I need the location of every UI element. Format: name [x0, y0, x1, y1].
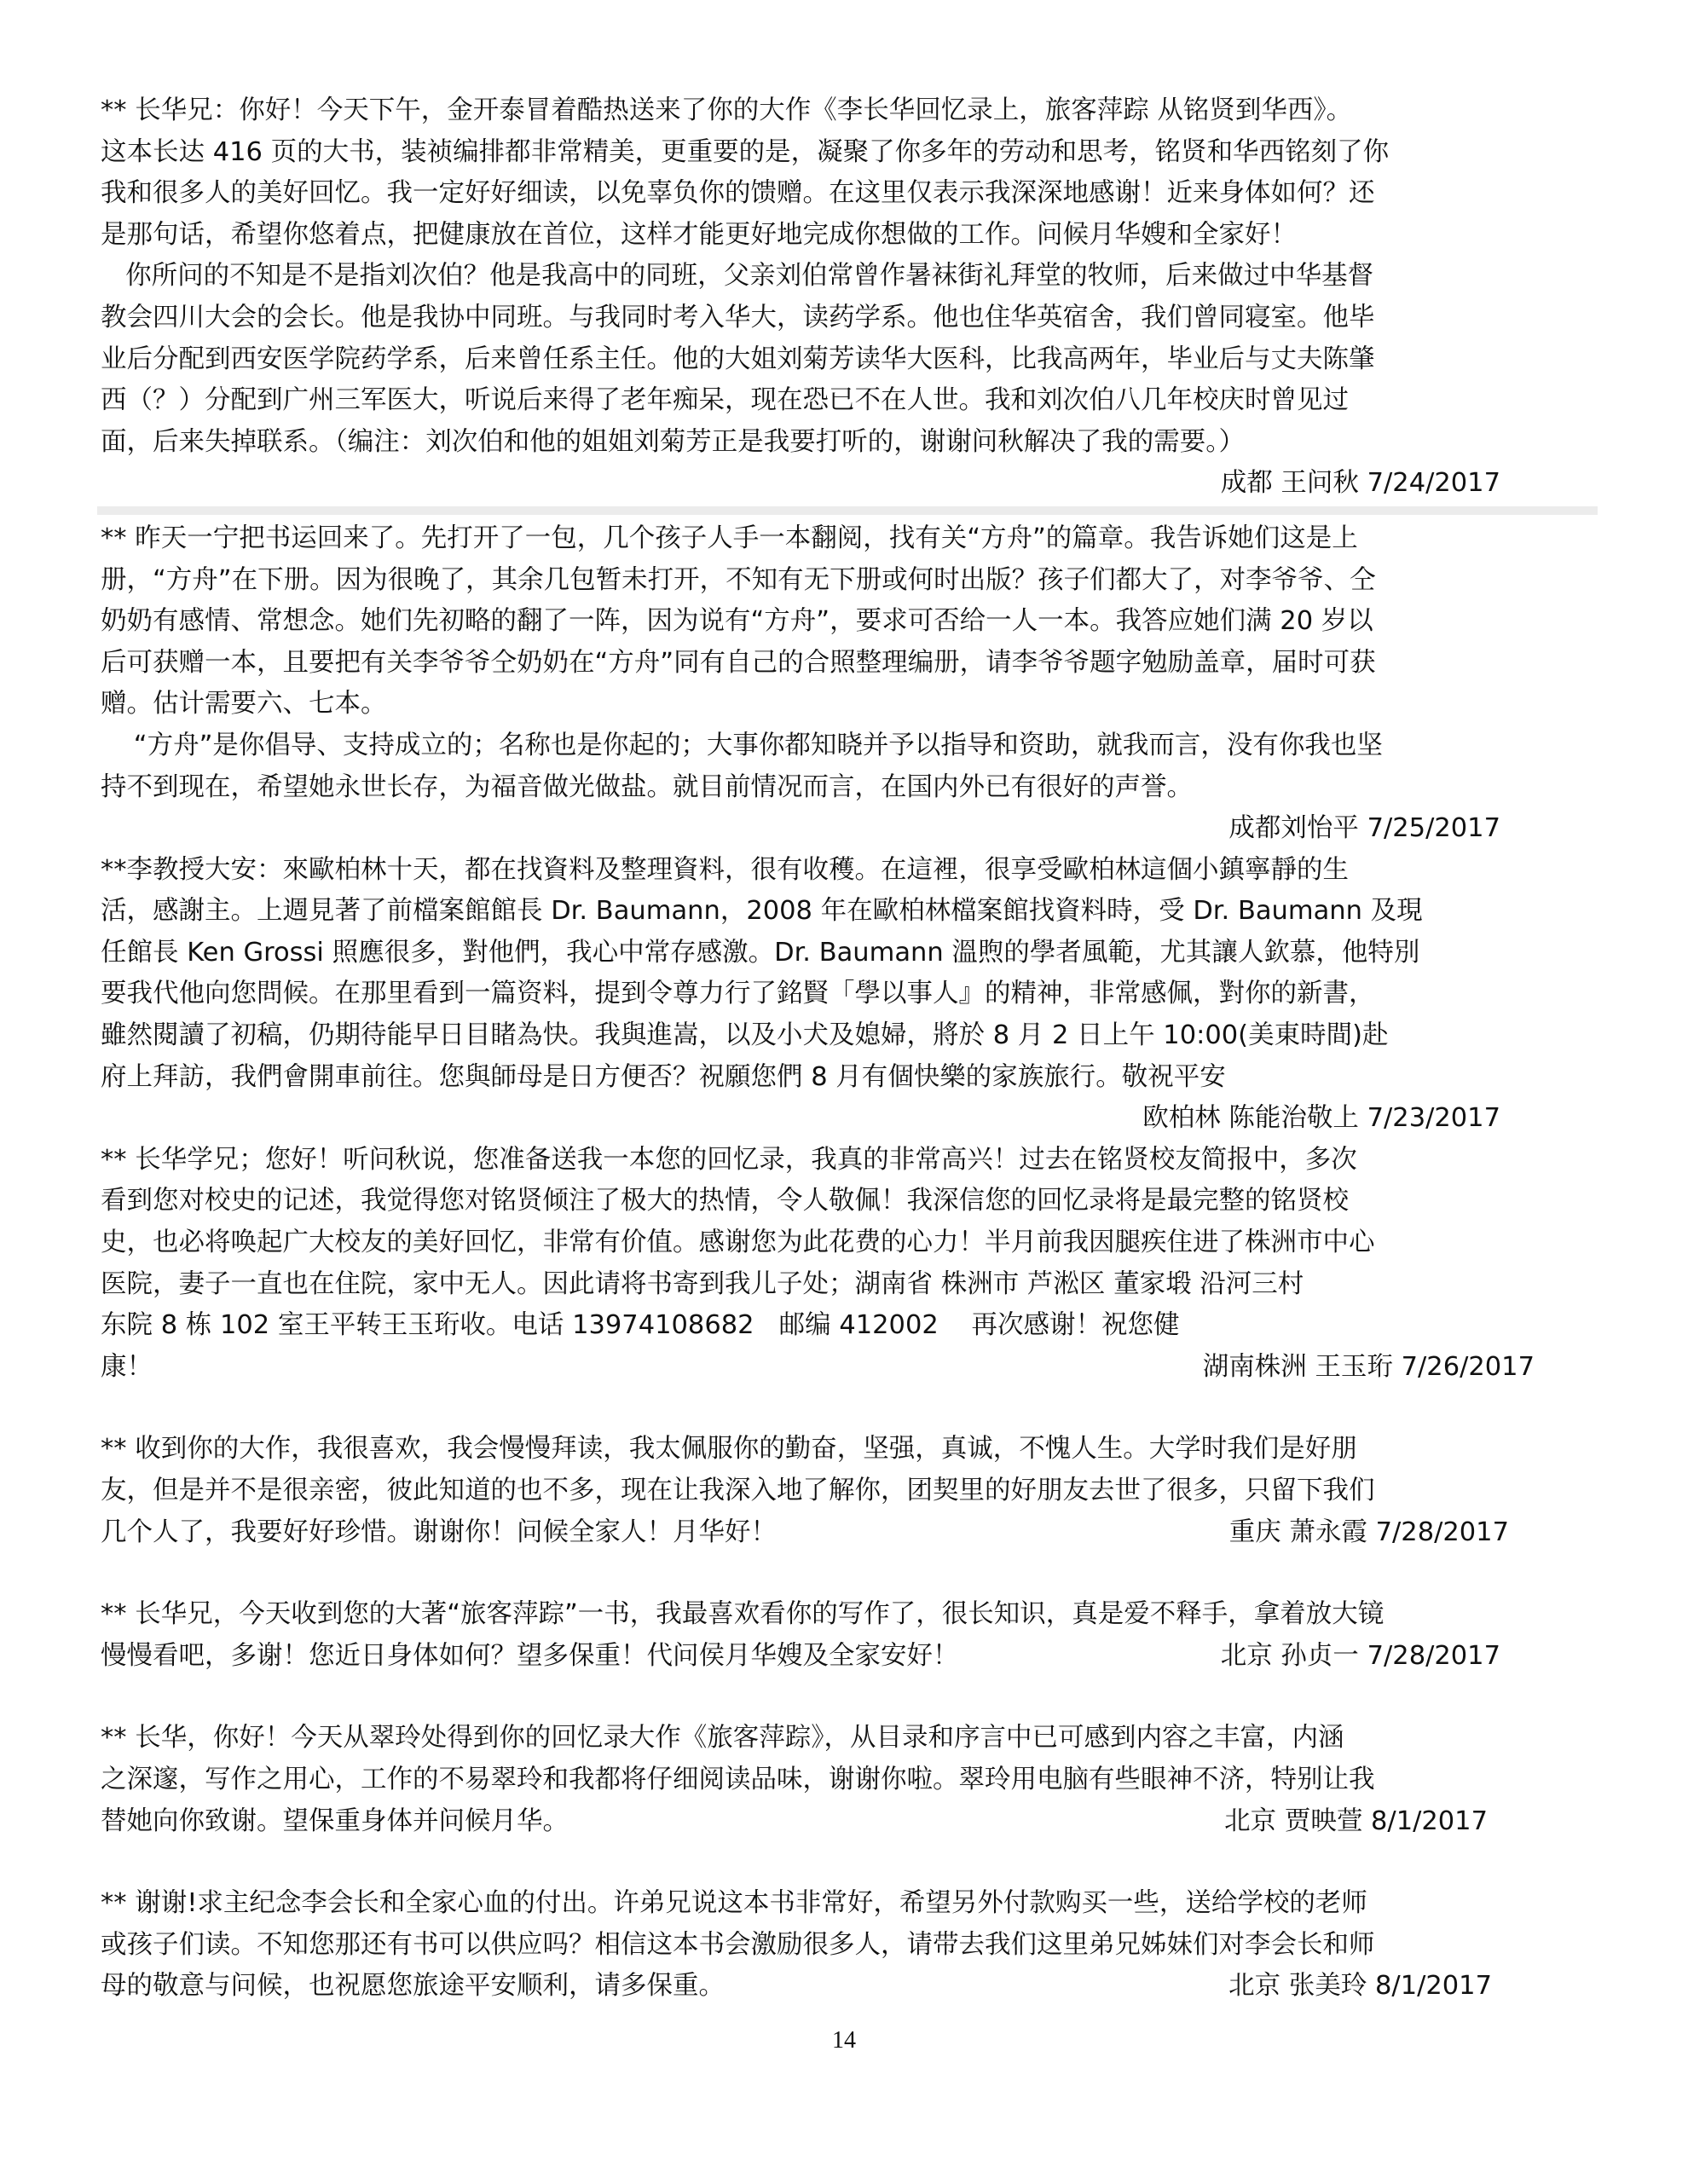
letter-line: 史，也必将唤起广大校友的美好回忆，非常有价值。感谢您为此花费的心力！半月前我因腿疾住进了株洲市中心	[101, 1228, 1375, 1258]
letter-signature: 北京 孙贞一 7/28/2017	[1220, 1640, 1500, 1671]
letter-signature: 北京 张美玲 8/1/2017	[1228, 1971, 1492, 2002]
letter-line: 是那句话，希望你悠着点，把健康放在首位，这样才能更好地完成你想做的工作。问候月华嫂和全家好！	[101, 219, 1297, 250]
letter-last-line: 慢慢看吧，多谢！您近日身体如何？望多保重！代问侯月华嫂及全家安好！	[101, 1640, 959, 1671]
letter-line: ** 长华学兄；您好！听问秋说，您准备送我一本您的回忆录，我真的非常高兴！过去在铭贤校友简报中，多次	[101, 1144, 1357, 1175]
closing-row	[101, 1966, 1594, 2008]
spacer	[101, 1677, 1594, 1718]
letter-line: 你所问的不知是不是指刘次伯？他是我高中的同班，父亲刘伯常曾作暑袜街礼拜堂的牧师，后来做过中华基督	[101, 261, 1374, 292]
page-number: 14	[832, 2027, 856, 2054]
letter-line: 医院，妻子一直也在住院，家中无人。因此请将书寄到我儿子处；湖南省 株洲市 芦淞区 董家塅 沿河三村	[101, 1268, 1304, 1299]
letter-line: 看到您对校史的记述，我觉得您对铭贤倾注了极大的热情，令人敬佩！我深信您的回忆录将是最完整的铭贤校	[101, 1186, 1349, 1216]
closing-row	[101, 1801, 1594, 1843]
letter-wang-wenqiu	[101, 90, 1594, 505]
letter-line: 这本长达 416 页的大书，装祯编排都非常精美，更重要的是，凝聚了你多年的劳动和思考，铭贤和华西铭刻了你	[101, 136, 1390, 167]
letter-line: 西（？）分配到广州三军医大，听说后来得了老年痴呆，现在恐已不在人世。我和刘次伯八几年校庆时曾见过	[101, 385, 1349, 416]
spacer	[101, 1842, 1594, 1883]
letter-line: ** 长华，你好！今天从翠玲处得到你的回忆录大作《旅客萍踪》，从目录和序言中已可感到内容之丰富，内涵	[101, 1723, 1344, 1754]
letter-line: 赠。估计需要六、七本。	[101, 689, 387, 719]
letter-chen-nengzhi	[101, 850, 1594, 1140]
letter-signature: 欧柏林 陈能治敬上 7/23/2017	[1142, 1103, 1500, 1134]
spacer	[101, 1553, 1594, 1594]
letter-signature: 成都 王问秋 7/24/2017	[1220, 468, 1500, 499]
letter-line: 之深邃，写作之用心，工作的不易翠玲和我都将仔细阅读品味，谢谢你啦。翠玲用电脑有些眼神不济，特别让我	[101, 1764, 1375, 1794]
letter-line: ** 昨天一宁把书运回来了。先打开了一包，几个孩子人手一本翻阅，找有关“方舟”的篇章。我告诉她们这是上	[101, 523, 1358, 553]
letter-last-line: 康！	[101, 1351, 153, 1382]
letter-signature: 成都刘怡平 7/25/2017	[1228, 813, 1500, 844]
letter-signature: 湖南株洲 王玉珩 7/26/2017	[1202, 1351, 1535, 1382]
letter-line: 我和很多人的美好回忆。我一定好好细读，以免辜负你的馈赠。在这里仅表示我深深地感谢！近来身体如何？还	[101, 178, 1375, 209]
letter-signature: 北京 贾映萱 8/1/2017	[1224, 1806, 1488, 1836]
letter-jia-yingxuan	[101, 1718, 1594, 1842]
letter-line: 奶奶有感情、常想念。她们先初略的翻了一阵，因为说有“方舟”，要求可否给一人一本。我答应她们满 20 岁以	[101, 606, 1373, 637]
letter-line: 业后分配到西安医学院药学系，后来曾任系主任。他的大姐刘菊芳读华大医科，比我高两年，毕业后与丈夫陈肇	[101, 344, 1375, 374]
letter-line: 任館長 Ken Grossi 照應很多，對他們，我心中常存感激。Dr. Baumann 溫煦的學者風範，尤其讓人欽慕，他特別	[101, 937, 1420, 968]
letter-line: 友，但是并不是很亲密，彼此知道的也不多，现在让我深入地了解你，团契里的好朋友去世了很多，只留下我们	[101, 1476, 1375, 1505]
letter-line: 府上拜訪，我們會開車前往。您與師母是日方便否？祝願您們 8 月有個快樂的家族旅行。敬祝平安	[101, 1061, 1226, 1092]
letter-line: 或孩子们读。不知您那还有书可以供应吗？相信这本书会激励很多人，请带去我们这里弟兄姊妹们对李会长和师	[101, 1929, 1375, 1960]
letter-line: “方舟”是你倡导、支持成立的；名称也是你起的；大事你都知晓并予以指导和资助，就我而言，没有你我也坚	[101, 730, 1383, 760]
closing-row	[101, 1347, 1594, 1389]
letter-last-line: 替她向你致谢。望保重身体并问候月华。	[101, 1806, 569, 1836]
letter-line: **李教授大安：來歐柏林十天，都在找資料及整理資料，很有收穫。在這裡，很享受歐柏林這個小鎮寧靜的生	[101, 854, 1349, 885]
letter-line: ** 长华兄，今天收到您的大著“旅客萍踪”一书，我最喜欢看你的写作了，很长知识，真是爱不释手，拿着放大镜	[101, 1599, 1385, 1630]
letter-line: 雖然閱讀了初稿，仍期待能早日目睹為快。我與進嵩，以及小犬及媳婦，將於 8 月 2 日上午 10:00(美東時間)赴	[101, 1020, 1389, 1051]
letter-zhang-meiling	[101, 1883, 1594, 2008]
letter-line: 东院 8 栋 102 室王平转王玉珩收。电话 13974108682 邮编 412002 再次感谢！祝您健	[101, 1310, 1180, 1341]
letter-line: 后可获赠一本，且要把有关李爷爷仝奶奶在“方舟”同有自己的合照整理编册，请李爷爷题字勉励盖章，届时可获	[101, 647, 1376, 678]
closing-row	[101, 1636, 1594, 1678]
letter-line: 活，感謝主。上週見著了前檔案館館長 Dr. Baumann，2008 年在歐柏林檔案館找資料時，受 Dr. Baumann 及現	[101, 896, 1423, 927]
letter-liu-yiping	[101, 518, 1594, 850]
letter-signature: 重庆 萧永霞 7/28/2017	[1228, 1517, 1509, 1547]
letter-line: ** 谢谢!求主纪念李会长和全家心血的付出。许弟兄说这本书非常好，希望另外付款购买一些，送给学校的老师	[101, 1888, 1367, 1919]
letter-line: 持不到现在，希望她永世长存，为福音做光做盐。就目前情况而言，在国内外已有很好的声誉。	[101, 771, 1193, 802]
letter-last-line: 几个人了，我要好好珍惜。谢谢你！问候全家人！月华好！	[101, 1517, 777, 1547]
letter-line: 要我代他向您問候。在那里看到一篇资料，提到令尊力行了銘賢「學以事人』的精神，非常感佩，對你的新書，	[101, 979, 1375, 1009]
letter-sun-zhenyi	[101, 1594, 1594, 1677]
letter-last-line: 母的敬意与问候，也祝愿您旅途平安顺利，请多保重。	[101, 1971, 725, 2002]
spacer	[101, 1388, 1594, 1429]
letter-line: 教会四川大会的会长。他是我协中同班。与我同时考入华大，读药学系。他也住华英宿舍，我们曾同寝室。他毕	[101, 302, 1375, 332]
letter-line: ** 收到你的大作，我很喜欢，我会慢慢拜读，我太佩服你的勤奋，坚强，真诚，不愧人生。大学时我们是好朋	[101, 1434, 1357, 1465]
letter-wang-yuheng	[101, 1140, 1594, 1389]
letter-xiao-yongxia	[101, 1429, 1594, 1553]
letter-line: 册，“方舟”在下册。因为很晚了，其余几包暂未打开，不知有无下册或何时出版？孩子们都大了，对李爷爷、仝	[101, 564, 1376, 595]
closing-row	[101, 1512, 1594, 1554]
section-divider	[97, 506, 1598, 515]
letter-line: ** 长华兄：你好！今天下午，金开泰冒着酷热送来了你的大作《李长华回忆录上，旅客萍踪 从铭贤到华西》。	[101, 95, 1353, 125]
letter-line: 面，后来失掉联系。（编注：刘次伯和他的姐姐刘菊芳正是我要打听的，谢谢问秋解决了我的需要。）	[101, 426, 1245, 457]
